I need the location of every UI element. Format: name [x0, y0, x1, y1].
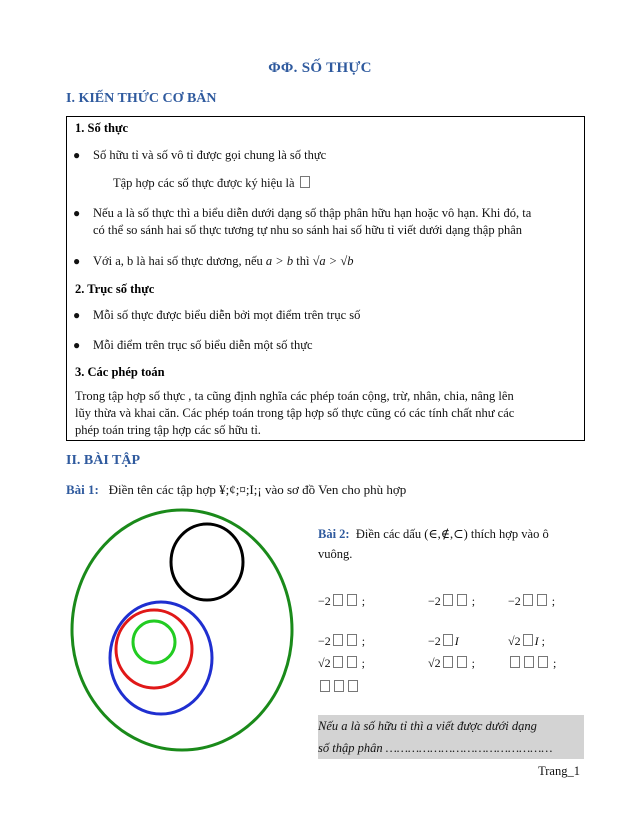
- exercise-2: Bài 2: Điền các dấu (∈,∉,⊂) thích hợp vào ô vuông.: [318, 527, 549, 561]
- grid-cell: −2 ;: [508, 594, 556, 608]
- missing-glyph-box: [347, 594, 357, 606]
- venn-blue-circle: [110, 602, 212, 714]
- real-set-note: Tập hợp các số thực được ký hiệu là: [113, 175, 312, 192]
- answer-box[interactable]: [333, 594, 343, 606]
- answer-box[interactable]: [524, 656, 534, 668]
- venn-black-circle: [171, 524, 243, 600]
- answer-box[interactable]: [523, 634, 533, 646]
- answer-box[interactable]: [443, 634, 453, 646]
- grid-cell: −2 I: [428, 634, 459, 648]
- bullet-icon: ●: [73, 308, 81, 322]
- answer-box[interactable]: [333, 634, 343, 646]
- grid-cell: √2 ;: [428, 656, 475, 670]
- fill-in-note: Nếu a là số hữu tỉ thì a viết được dưới dạng số thập phân ………………………………………: [318, 715, 584, 759]
- answer-box[interactable]: [334, 680, 344, 692]
- answer-box[interactable]: [443, 594, 453, 606]
- missing-glyph-box: [347, 656, 357, 668]
- grid-cell: √2 ;: [318, 656, 365, 670]
- subsection-operations: 3. Các phép toán: [75, 365, 165, 379]
- answer-box[interactable]: [333, 656, 343, 668]
- venn-outer-circle: [72, 510, 292, 750]
- bullet-icon: ●: [73, 148, 81, 162]
- grid-cell: −2 ;: [318, 634, 366, 648]
- grid-cell: [318, 680, 360, 695]
- bullet-icon: ●: [73, 206, 81, 220]
- section-heading-exercises: II. BÀI TẬP: [66, 453, 141, 468]
- missing-glyph-box: [457, 656, 467, 668]
- exercise-1: Bài 1: Điền tên các tập hợp ¥;¢;¤;I;¡ vào sơ đồ Ven cho phù hợp: [66, 482, 407, 497]
- grid-cell: −2 ;: [318, 594, 366, 608]
- grid-cell: √2 I ;: [508, 634, 545, 648]
- missing-glyph-box: [538, 656, 548, 668]
- answer-box[interactable]: [443, 656, 453, 668]
- bullet-icon: ●: [73, 338, 81, 352]
- bullet-icon: ●: [73, 254, 81, 268]
- answer-box[interactable]: [523, 594, 533, 606]
- missing-glyph-box: [457, 594, 467, 606]
- missing-glyph-box: [320, 680, 330, 692]
- grid-cell: ;: [508, 656, 556, 671]
- knowledge-box: 1. Số thực ● Số hữu tỉ và số vô tỉ được gọi chung là số thực Tập hợp các số thực được ký hiệu là ● Nếu a là số thực thì a biểu diễn dưới dạng số thập phân hữu hạn hoặc vô hạn. Khi đó, ta có thể so sánh hai số thực tương tự nhu so sánh hai số hữu tỉ viết dưới dạng thập phân ● Với a, b là hai số thực dương, nếu a > b thì √a > √b 2. Trục số thực ● Mỗi số thực được biểu diễn bởi mọt điểm trên trục số ● Mỗi điểm trên trục số biểu diễn một số thực 3. Các phép toán Trong tập hợp số thực , ta cũng định nghĩa các phép toán cộng, trừ, nhân, chia, nâng lên lũy thừa và khai căn. Các phép toán trong tập hợp số thực cũng có các tính chất như các phép toán tring tập hợp các số hữu tỉ.: [66, 116, 585, 441]
- subsection-real-numbers: 1. Số thực: [75, 121, 128, 135]
- page-number: Trang_1: [538, 764, 580, 778]
- venn-green-circle: [133, 621, 175, 663]
- missing-glyph-box: [510, 656, 520, 668]
- grid-cell: −2 ;: [428, 594, 476, 608]
- section-heading-knowledge: I. KIẾN THỨC CƠ BẢN: [66, 91, 217, 106]
- missing-glyph-box: [537, 594, 547, 606]
- page-title: ΦΦ. SỐ THỰC: [268, 60, 372, 76]
- missing-glyph-box: [348, 680, 358, 692]
- subsection-number-line: 2. Trục số thực: [75, 282, 155, 296]
- missing-glyph-box: [347, 634, 357, 646]
- operations-paragraph: Trong tập hợp số thực , ta cũng định nghĩa các phép toán cộng, trừ, nhân, chia, nâng lên lũy thừa và khai căn. Các phép toán trong tập hợp số thực cũng có các tính chất như các phép toán tring tập hợp các số hữu tỉ.: [75, 389, 515, 437]
